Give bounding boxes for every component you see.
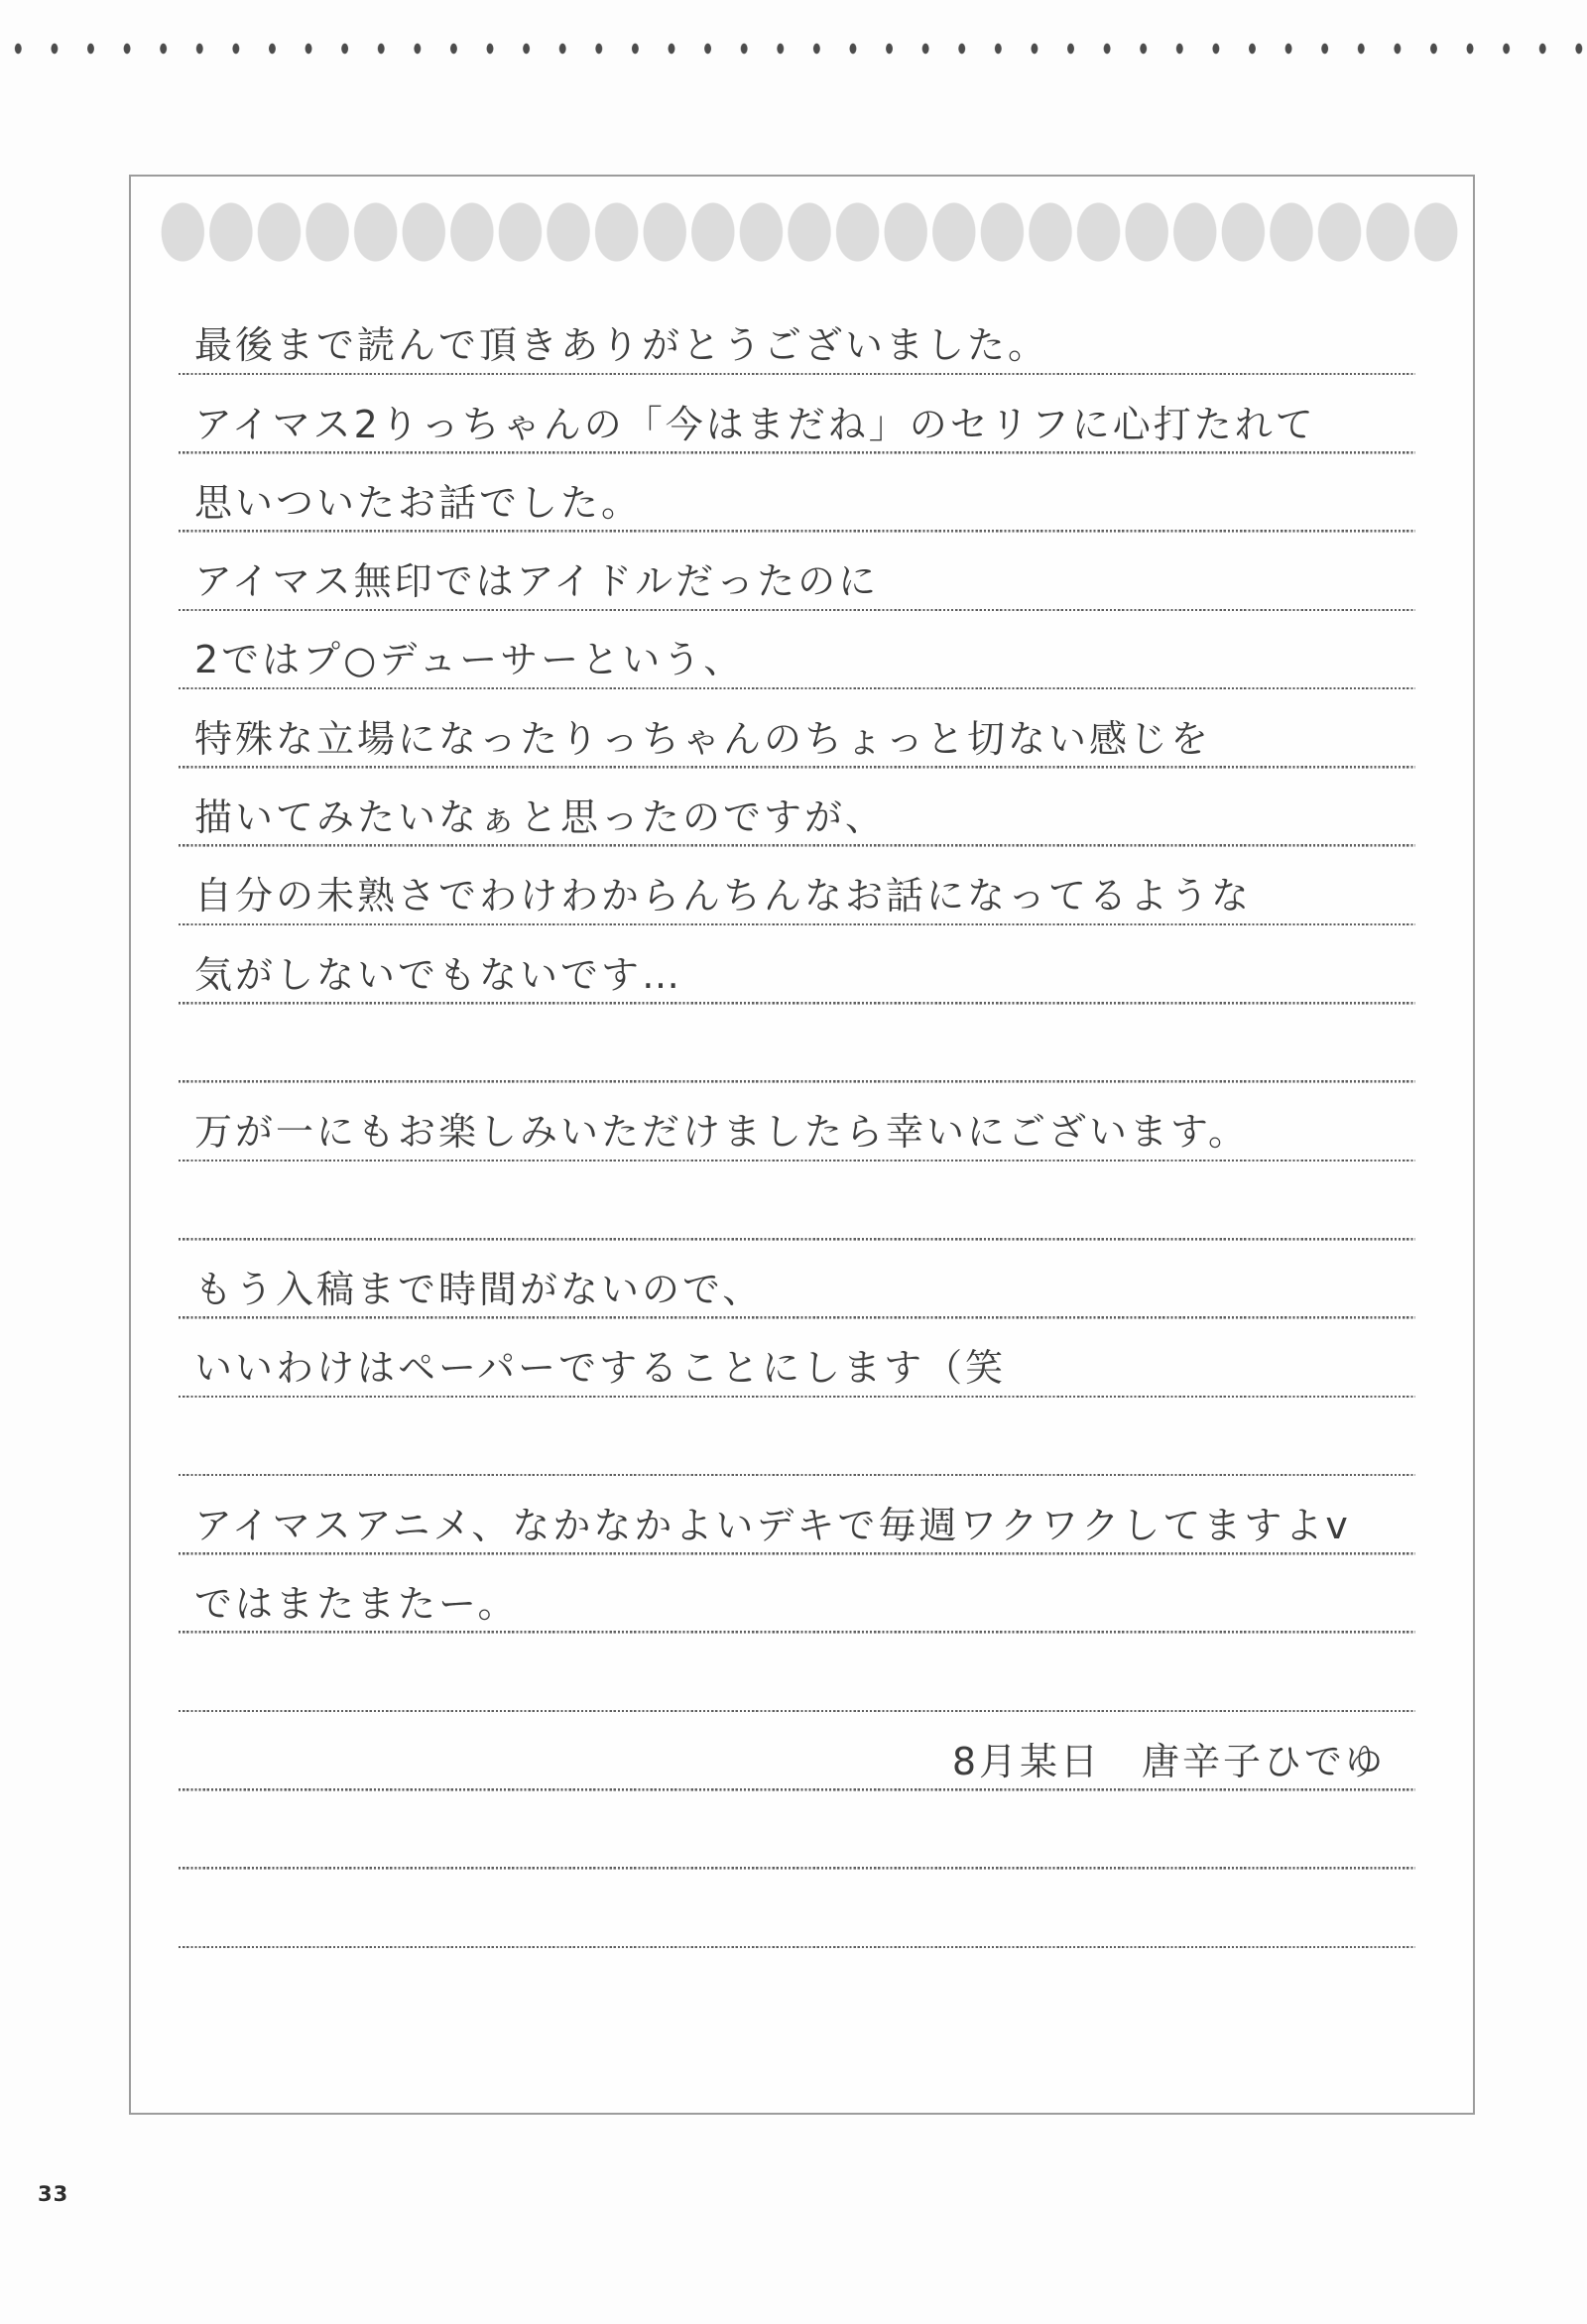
afterword-line-text: 特殊な立場になったりっちゃんのちょっと切ない感じを xyxy=(194,716,1212,761)
page-number: 33 xyxy=(38,2182,69,2206)
afterword-line xyxy=(179,689,1415,768)
afterword-line xyxy=(179,925,1415,1004)
afterword-line xyxy=(179,533,1415,611)
afterword-line-text: アイマス2りっちゃんの「今はまだね」のセリフに心打たれて xyxy=(194,402,1316,446)
afterword-line xyxy=(179,1241,1415,1319)
afterword-line xyxy=(179,1476,1415,1554)
decorative-circle-row xyxy=(159,200,1459,264)
afterword-line-text: ではまたまたー。 xyxy=(194,1582,519,1627)
afterword-line xyxy=(179,769,1415,847)
afterword-line-text: いいわけはペーパーですることにします（笑 xyxy=(194,1346,1007,1391)
afterword-line-text xyxy=(179,1470,196,1476)
afterword-line xyxy=(179,375,1415,453)
afterword-line-text: アイマス無印ではアイドルだったのに xyxy=(194,559,880,604)
afterword-line-text: 思いついたお話でした。 xyxy=(194,480,643,525)
afterword-line-text: 気がしないでもないです… xyxy=(194,952,683,997)
afterword-box xyxy=(129,175,1475,2115)
afterword-line xyxy=(179,1005,1415,1083)
afterword-line xyxy=(179,1319,1415,1398)
afterword-line xyxy=(179,847,1415,925)
afterword-line-text xyxy=(179,1235,196,1241)
afterword-line-text: 自分の未熟さでわけわからんちんなお話になってるような xyxy=(194,874,1253,918)
afterword-line-text xyxy=(179,1864,196,1870)
afterword-line-text xyxy=(179,1706,196,1712)
afterword-line-text: 描いてみたいなぁと思ったのですが、 xyxy=(194,795,887,840)
afterword-line xyxy=(179,1555,1415,1634)
afterword-line-text xyxy=(179,1942,196,1948)
afterword-line xyxy=(179,454,1415,533)
afterword-line xyxy=(179,1398,1415,1476)
afterword-line xyxy=(179,297,1415,375)
afterword-line-text: アイマスアニメ、なかなかよいデキで毎週ワクワクしてますよv xyxy=(194,1503,1351,1547)
afterword-line-text: 2ではプ○デューサーという、 xyxy=(194,638,745,682)
afterword-line xyxy=(179,1870,1415,1948)
afterword-line-text xyxy=(179,1077,196,1083)
afterword-line-text: 8月某日 唐辛子ひでゆ xyxy=(951,1739,1386,1783)
afterword-line xyxy=(179,1634,1415,1712)
top-dotted-border xyxy=(0,40,1587,58)
afterword-lines xyxy=(179,297,1415,1948)
afterword-line xyxy=(179,1083,1415,1162)
afterword-line xyxy=(179,611,1415,689)
afterword-line xyxy=(179,1791,1415,1870)
afterword-line-text: 万が一にもお楽しみいただけましたら幸いにございます。 xyxy=(194,1110,1249,1155)
afterword-line-text: もう入稿まで時間がないので、 xyxy=(194,1267,764,1311)
afterword-line xyxy=(179,1162,1415,1240)
afterword-line-text: 最後まで読んで頂きありがとうございました。 xyxy=(194,323,1049,368)
afterword-line xyxy=(179,1712,1415,1790)
